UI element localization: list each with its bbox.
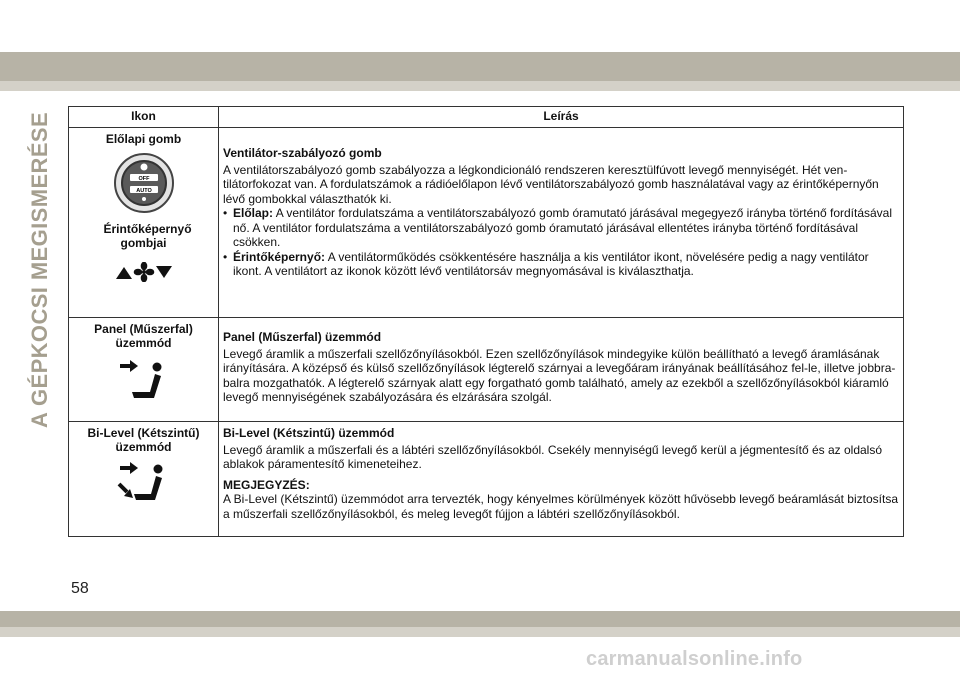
page-number: 58 — [71, 580, 89, 597]
header-band — [0, 52, 960, 81]
bullet-label: Előlap: — [233, 206, 274, 220]
knob-auto-text: AUTO — [135, 188, 152, 194]
footer-band-light — [0, 627, 960, 637]
row-text: A ventilátorszabályozó gomb szabályozza a légkondicionáló rendszeren keresztülfúvott levegő mennyiségét. Hét ventilátorfokozat van. A fordulatszámok a rádióelőlapon lévő ventilátorszabályozó gomb használatával vagy az érintőképernyőn lévő gombokkal választhatók ki. — [223, 162, 879, 206]
hvac-table — [68, 106, 904, 537]
table-header-row — [69, 107, 904, 128]
description-cell — [219, 318, 904, 422]
list-item — [223, 250, 899, 279]
bullet-label: Érintőképernyő: — [233, 249, 326, 264]
section-title: A GÉPKOCSI MEGISMERÉSE — [27, 111, 52, 428]
note-title: MEGJEGYZÉS: — [223, 477, 310, 492]
icon-cell — [69, 422, 219, 537]
row-text: Levegő áramlik a műszerfali és a lábtéri szellőzőnyílásokból. Csekély mennyiségű levegő kerül a jégmentesítő és az oldalsó ablakok páramentesítő kimeneteihez. — [223, 442, 883, 471]
header-description: Leírás — [219, 107, 904, 128]
list-item — [223, 206, 899, 250]
fan-speed-icon — [114, 262, 174, 282]
watermark: carmanualsonline.info — [586, 648, 803, 670]
row-title: Bi-Level (Kétszintű) üzemmód — [223, 426, 395, 440]
table-row — [69, 422, 904, 537]
top-margin — [0, 0, 960, 52]
panel-mode-icon — [116, 358, 172, 406]
footer-band — [0, 611, 960, 627]
description-cell — [219, 422, 904, 537]
knob-off-text: OFF — [138, 176, 149, 182]
bilevel-mode-icon — [116, 460, 172, 510]
note-text: A Bi-Level (Kétszintű) üzemmódot arra tervezték, hogy kényelmes körülmények között hűvösebb levegő beáramlását biztosítsa a műszerfali szellőzőnyílásokból, és meleg levegőt fújjon a lábtéri szellőzőnyílásokból. — [223, 492, 898, 521]
bullet-text: A ventilátorműködés csökkentésére használja a kis ventilátor ikont, növelésére pedig a nagy ventilátor ikont. A ventilátort az ikonok között lévő ventilátorsáv megnyomásával is kiválaszthatja. — [233, 249, 869, 278]
fan-knob-icon — [113, 152, 175, 214]
icon-label: Bi-Level (Kétszintű) üzemmód — [87, 426, 200, 454]
icon-label: Érintőképernyő gombjai — [103, 222, 192, 250]
header-band-light — [0, 81, 960, 91]
bullet-text: A ventilátor fordulatszáma a ventilátorszabályozó gomb óramutató járásával megegyező irányba történő fordításával nő. A ventilátor fordulatszáma a ventilátorszabályozó gomb óramutató járásával ellentétes irányba történő fordításával csökken. — [233, 206, 893, 249]
icon-cell — [69, 128, 219, 318]
row-title: Ventilátor-szabályozó gomb — [223, 146, 382, 160]
table-row — [69, 128, 904, 318]
icon-label: Panel (Műszerfal) üzemmód — [94, 322, 193, 350]
row-title: Panel (Műszerfal) üzemmód — [223, 330, 382, 344]
icon-label: Előlapi gomb — [105, 132, 182, 146]
table-row — [69, 318, 904, 422]
row-text: Levegő áramlik a műszerfali szellőzőnyílásokból. Ezen szellőzőnyílások mindegyike külön beállítható a levegő áramlásának irányítására. A középső és külső szellőzőnyílások légterelő szárnyai a levegőáram irányának beállításához fel-le, illetve jobbra-balra mozgathatók. A légterelő szárnyak alatt egy forgatható gomb található, amely az ezekből a szellőzőnyílásokból kiáramló levegő mennyiségének szabályozására és elzárására szolgál. — [223, 346, 896, 404]
icon-cell — [69, 318, 219, 422]
header-icon: Ikon — [69, 107, 219, 128]
description-cell — [219, 128, 904, 318]
